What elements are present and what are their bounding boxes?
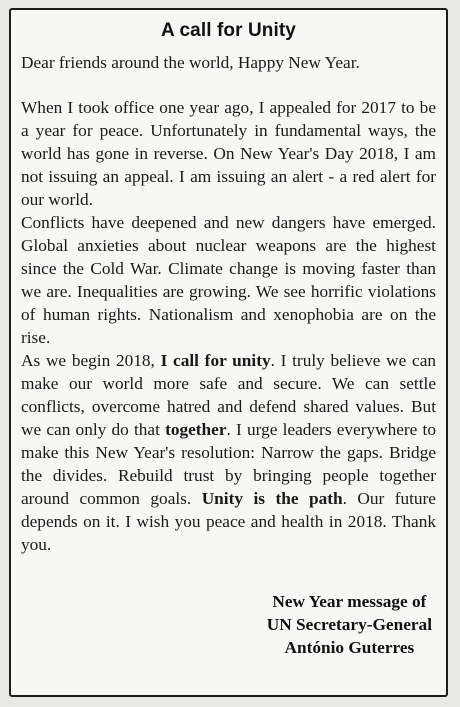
message-card — [9, 8, 448, 697]
paragraph-3-text: . Our future depends on it. I wish you peace and health in 2018. Thank you. — [21, 489, 436, 554]
page-title: A call for Unity — [161, 20, 296, 41]
paragraph-3-text: . I truly believe we can make our world more safe and secure. We can settle conflicts, overcome hatred and defend shared values. But we can only do that — [21, 351, 436, 439]
emphasis-call-for-unity: I call for unity — [160, 351, 271, 370]
paragraph-1: When I took office one year ago, I appealed for 2017 to be a year for peace. Unfortunately in fundamental ways, the world has gone in reverse. On New Year's Day 2018, I am not issuing an appeal. I am issuing an alert - a red alert for our world. — [21, 98, 436, 209]
signature-block — [267, 590, 432, 659]
paragraph-3-text: . I urge leaders everywhere to make this New Year's resolution: Narrow the gaps. Bridge the divides. Rebuild trust by bringing people together around common goals. — [21, 420, 436, 508]
paragraph-3-text: As we begin 2018, — [21, 351, 161, 370]
emphasis-together: together — [165, 420, 227, 439]
paragraph-2: Conflicts have deepened and new dangers have emerged. Global anxieties about nuclear weapons are the highest since the Cold War. Climate change is moving faster than we are. Inequalities are growing. We see horrific violations of human rights. Nationalism and xenophobia are on the rise. — [21, 213, 436, 347]
signature-line-2: UN Secretary-General — [266, 615, 432, 634]
signature-author: António Guterres — [284, 638, 415, 657]
greeting: Dear friends around the world, Happy New Year. — [21, 53, 360, 72]
paragraph-3 — [21, 349, 436, 556]
signature-line-1: New Year message of — [272, 592, 427, 611]
emphasis-unity-is-the-path: Unity is the path — [201, 489, 343, 508]
